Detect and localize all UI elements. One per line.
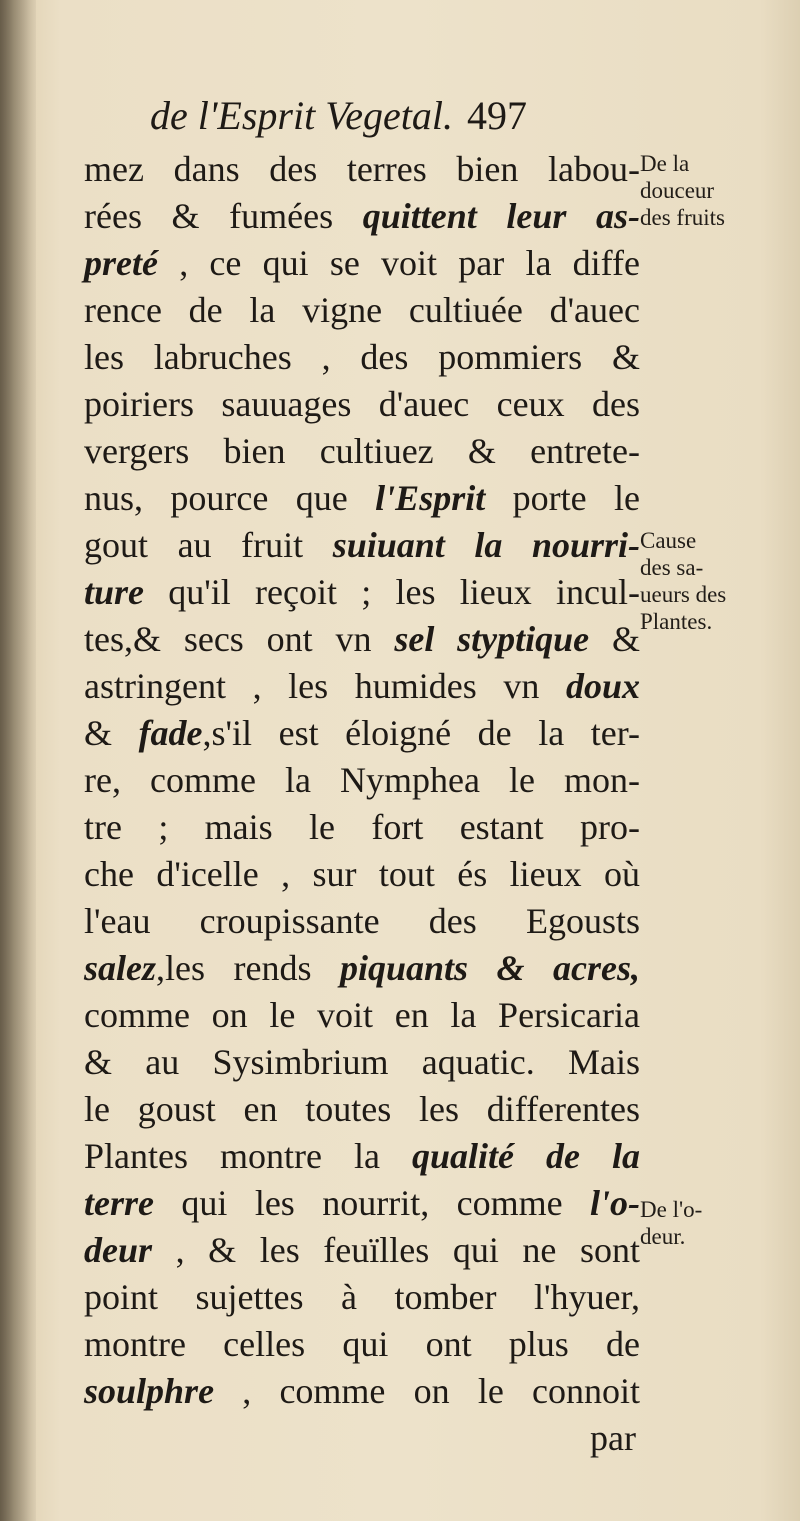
text-segment: qui les nourrit, comme	[153, 1183, 590, 1223]
text-segment: l'Esprit	[375, 478, 486, 518]
text-segment: re, comme la Nymphea le mon-	[84, 760, 640, 800]
text-line	[84, 1274, 640, 1321]
margin-note-line: des fruits	[640, 205, 725, 230]
text-segment: qualité de la	[411, 1136, 640, 1176]
text-line	[84, 475, 640, 522]
binding-gutter	[0, 0, 36, 1521]
text-segment: & au Sysimbrium aquatic. Mais	[84, 1042, 640, 1082]
text-segment: comme on le voit en la Persicaria	[84, 995, 640, 1035]
text-segment: che d'icelle , sur tout és lieux où	[84, 854, 640, 894]
text-line	[84, 1321, 640, 1368]
text-segment: , comme on le connoit	[214, 1371, 640, 1411]
text-line	[84, 240, 640, 287]
text-line	[84, 1039, 640, 1086]
text-line	[84, 1086, 640, 1133]
text-segment: point sujettes à tomber l'hyuer,	[84, 1277, 640, 1317]
margin-note-douceur	[640, 150, 790, 231]
text-segment: doux	[565, 666, 640, 706]
text-segment: ,les rends	[156, 948, 340, 988]
running-title: de l'Esprit Vegetal.	[150, 93, 453, 138]
text-line	[84, 381, 640, 428]
text-line	[84, 851, 640, 898]
margin-note-saveurs	[640, 527, 790, 635]
margin-note-line: Cause	[640, 528, 697, 553]
text-segment: porte le	[485, 478, 640, 518]
text-segment: deur	[84, 1230, 153, 1270]
margin-note-line: deur.	[640, 1224, 686, 1249]
text-segment: le goust en toutes les differentes	[84, 1089, 640, 1129]
text-line	[84, 616, 640, 663]
text-line	[84, 569, 640, 616]
text-segment: l'o-	[590, 1183, 640, 1223]
text-segment: gout au fruit	[84, 525, 333, 565]
text-line	[84, 663, 640, 710]
text-segment: salez	[84, 948, 156, 988]
margin-note-line: douceur	[640, 178, 715, 203]
margin-note-line: ueurs des	[640, 582, 727, 607]
text-line	[84, 428, 640, 475]
text-segment: preté	[84, 243, 158, 283]
text-line	[84, 1368, 640, 1415]
text-line	[84, 1133, 640, 1180]
text-segment: fade	[138, 713, 203, 753]
text-line	[84, 757, 640, 804]
margin-note-line: des sa-	[640, 555, 704, 580]
text-line	[84, 898, 640, 945]
text-segment: , ce qui se voit par la diffe	[157, 243, 640, 283]
text-line	[84, 992, 640, 1039]
text-segment: les labruches , des pommiers &	[84, 337, 640, 377]
text-line	[84, 146, 640, 193]
text-segment: rées & fumées	[84, 196, 363, 236]
page-number: 497	[466, 93, 527, 138]
text-line	[84, 1227, 640, 1274]
text-segment: tes,& secs ont vn	[84, 619, 395, 659]
text-line	[84, 945, 640, 992]
text-line	[84, 522, 640, 569]
margin-note-line: Plantes.	[640, 609, 713, 634]
text-segment: tre ; mais le fort estant pro-	[84, 807, 640, 847]
text-segment: suiuant la nourri-	[332, 525, 640, 565]
text-segment: qu'il reçoit ; les lieux incul-	[144, 572, 640, 612]
text-segment: mez dans des terres bien labou-	[84, 149, 640, 189]
text-segment: piquants & acres,	[339, 948, 640, 988]
text-segment: soulphre	[84, 1371, 215, 1411]
text-segment: quittent leur as-	[362, 196, 640, 236]
text-segment: terre	[84, 1183, 154, 1223]
text-segment: &	[589, 619, 640, 659]
text-segment: l'eau croupissante des Egousts	[84, 901, 640, 941]
body-text	[84, 146, 640, 1462]
text-line	[84, 193, 640, 240]
margin-note-line: De la	[640, 151, 690, 176]
text-segment: nus, pource que	[84, 478, 376, 518]
text-line	[84, 804, 640, 851]
text-segment: , & les feuïlles qui ne sont	[152, 1230, 640, 1270]
text-line	[84, 334, 640, 381]
text-segment: ,s'il est éloigné de la ter-	[202, 713, 640, 753]
margin-note-odeur	[640, 1196, 790, 1250]
text-segment: Plantes montre la	[84, 1136, 412, 1176]
running-head	[150, 92, 630, 142]
text-segment: &	[84, 713, 139, 753]
text-segment: poiriers sauuages d'auec ceux des	[84, 384, 640, 424]
catchword: par	[590, 1418, 636, 1458]
text-segment: vergers bien cultiuez & entrete-	[84, 431, 640, 471]
text-segment: rence de la vigne cultiuée d'auec	[84, 290, 640, 330]
text-segment: montre celles qui ont plus de	[84, 1324, 640, 1364]
text-segment: ture	[84, 572, 145, 612]
text-line	[84, 287, 640, 334]
text-segment: sel styptique	[394, 619, 590, 659]
text-line	[84, 1180, 640, 1227]
margin-note-line: De l'o-	[640, 1197, 703, 1222]
text-segment: astringent , les humides vn	[84, 666, 566, 706]
text-line	[84, 710, 640, 757]
